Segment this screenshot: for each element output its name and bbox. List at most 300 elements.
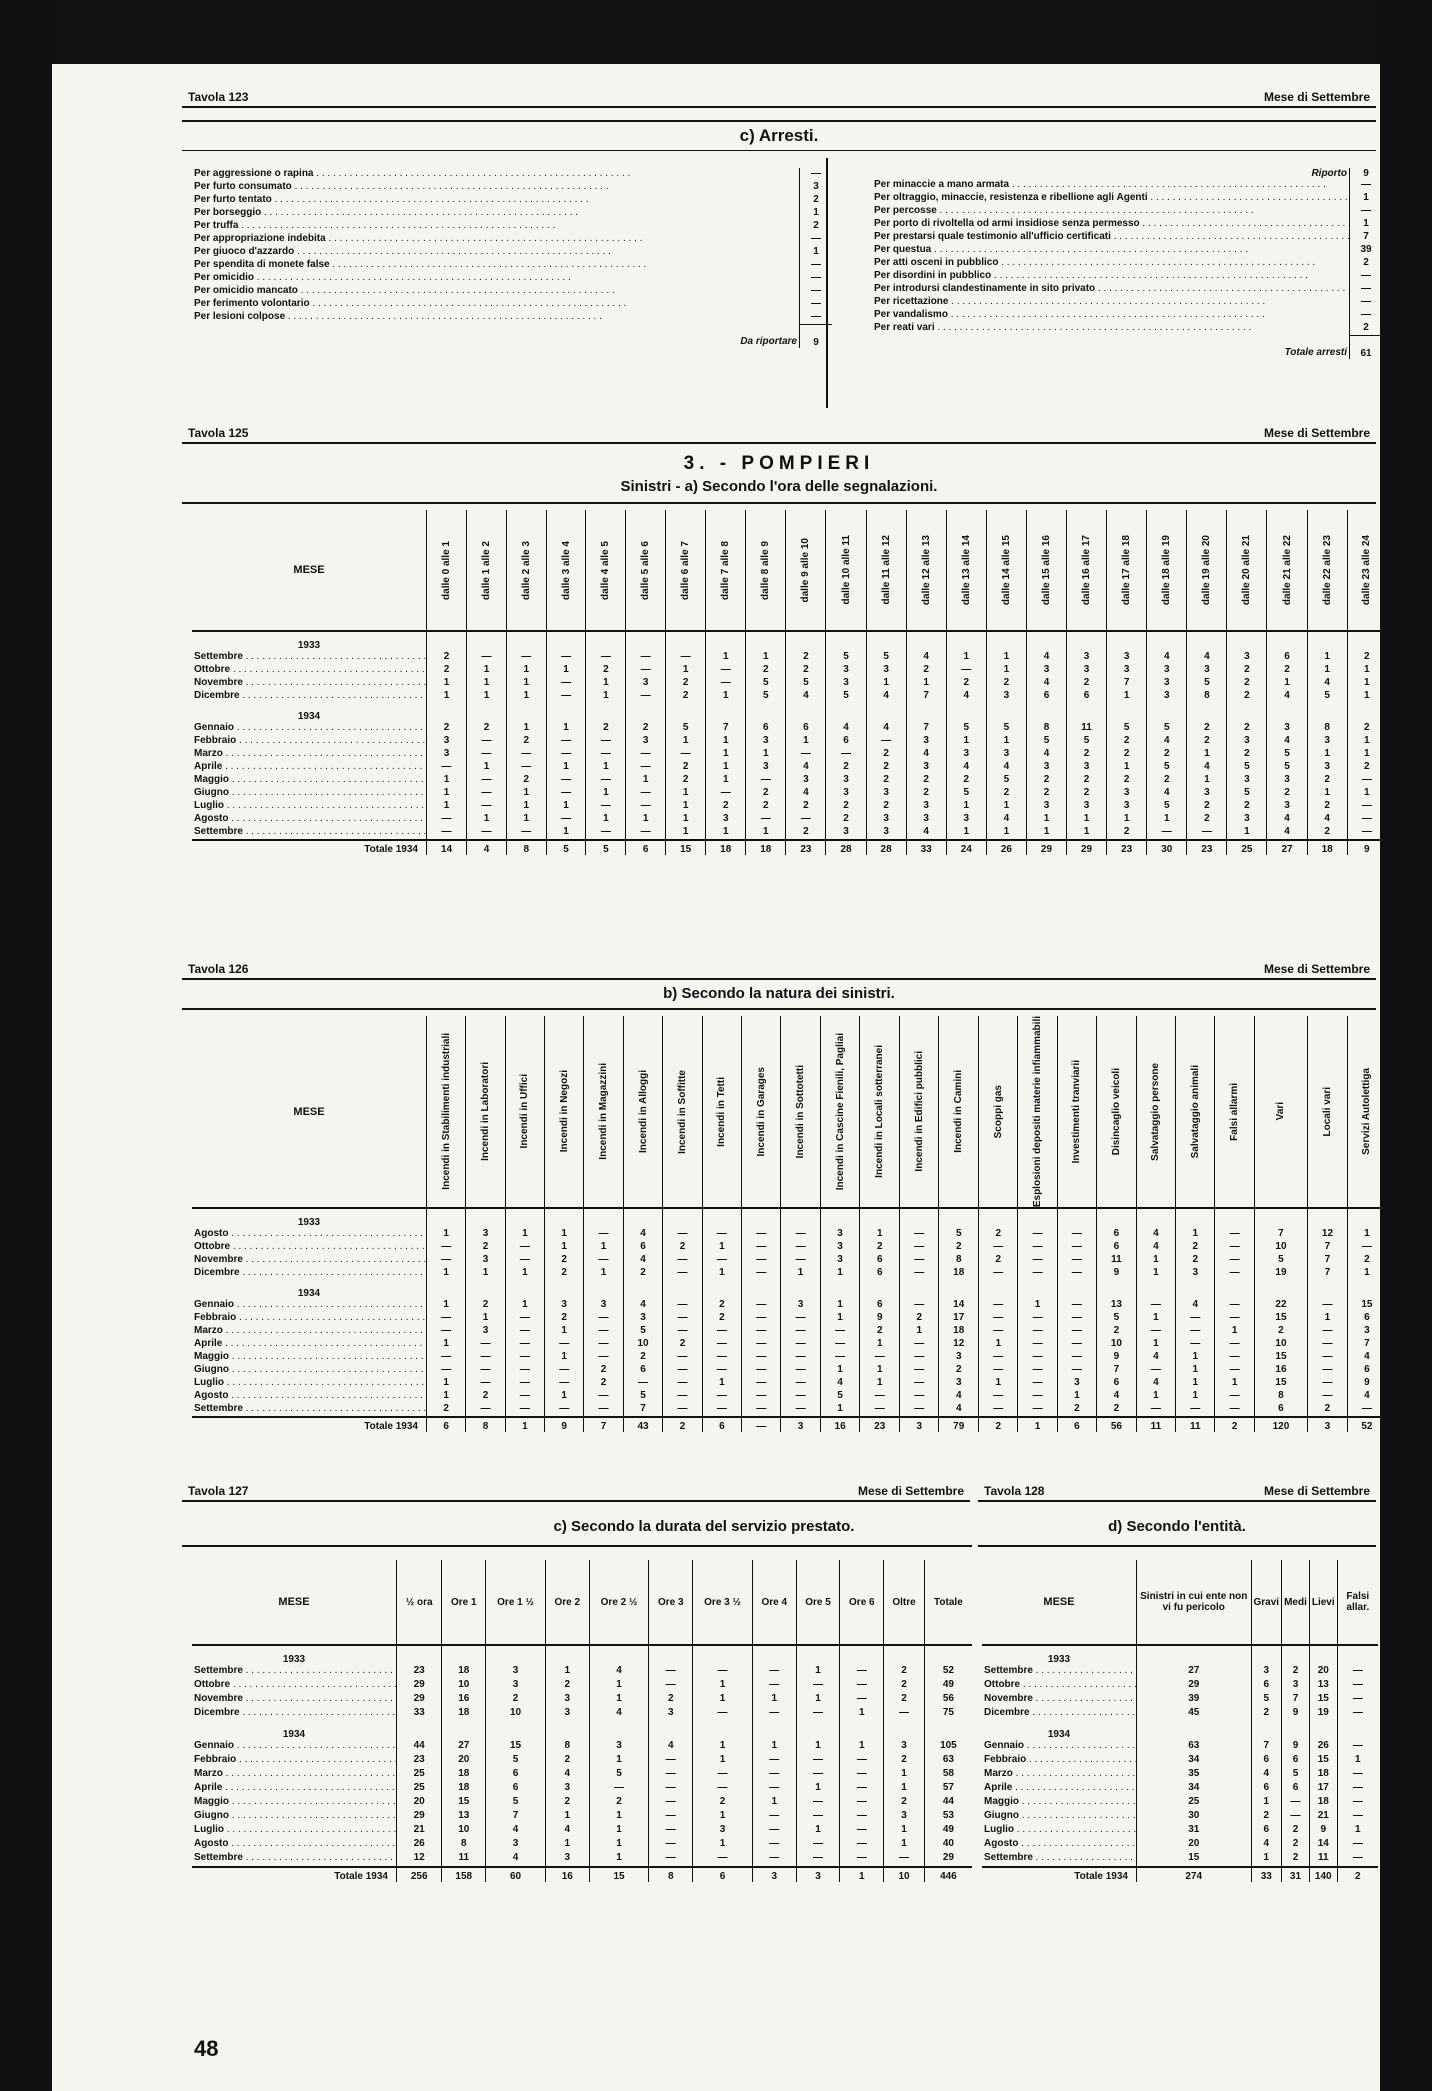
t128-mese-header: MESE — [1043, 1596, 1075, 1608]
t126-col-header-text: Incendi in Magazzini — [598, 1063, 610, 1160]
t126-month-row — [192, 1351, 1386, 1364]
t126-cell: — — [505, 1403, 544, 1417]
t126-spacer-cell — [1018, 1208, 1057, 1228]
t125-cell: 1 — [506, 800, 546, 813]
t126-col-header — [584, 1016, 623, 1208]
t125-cell: 1 — [866, 677, 906, 690]
t127-cell: 3 — [486, 1838, 546, 1852]
t127-cell: — — [796, 1810, 840, 1824]
t126-year-row — [192, 1280, 1386, 1299]
scan-top-border — [52, 0, 1390, 64]
t125-cell: — — [546, 748, 586, 761]
t128-mese: Mese di Settembre — [1263, 1484, 1370, 1498]
t126-col-header — [1018, 1016, 1057, 1208]
t125-total-cell: 25 — [1227, 840, 1267, 855]
t126-cell: — — [545, 1338, 584, 1351]
t126-cell: 15 — [1254, 1312, 1307, 1325]
t128-spacer-cell — [1282, 1645, 1310, 1665]
t125-cell: 1 — [1347, 690, 1386, 703]
t128-cell: 31 — [1137, 1824, 1252, 1838]
t126-cell: — — [1136, 1325, 1175, 1338]
t125-spacer-cell — [586, 631, 626, 651]
t127-cell: 3 — [884, 1810, 925, 1824]
t125-month: Luglio . . . — [192, 800, 427, 813]
t127-month: Gennaio . . . — [192, 1740, 397, 1754]
t125-total-cell: 8 — [506, 840, 546, 855]
t125-cell: 3 — [626, 735, 666, 748]
t128-cell: — — [1337, 1838, 1378, 1852]
t125-header-bar — [182, 424, 1376, 444]
t125-total-cell: 18 — [1307, 840, 1347, 855]
t126-cell: — — [505, 1390, 544, 1403]
t125-month-row — [192, 787, 1386, 800]
t126-cell: — — [742, 1228, 781, 1241]
t125-cell: 4 — [826, 722, 866, 735]
t127-month: Giugno . . . — [192, 1810, 397, 1824]
t125-cell: — — [546, 690, 586, 703]
t125-cell: — — [467, 651, 507, 664]
t126-col-header — [860, 1016, 900, 1208]
t125-cell: 5 — [1227, 761, 1267, 774]
t127-cell: 15 — [486, 1740, 546, 1754]
t127-cell: — — [840, 1796, 884, 1810]
t125-total-cell: 4 — [467, 840, 507, 855]
t125-cell: 4 — [1307, 813, 1347, 826]
t125-cell: — — [706, 787, 746, 800]
t125-cell: 4 — [906, 826, 946, 840]
t128-cell: 1 — [1337, 1824, 1378, 1838]
t128-cell: 20 — [1137, 1838, 1252, 1852]
t128-spacer-cell — [1137, 1721, 1252, 1740]
t123-left-label: Per truffa . . . — [192, 220, 800, 233]
t128-cell: 14 — [1309, 1838, 1337, 1852]
t127-cell: — — [752, 1754, 796, 1768]
t125-cell: 1 — [546, 664, 586, 677]
t127-cell: — — [840, 1693, 884, 1707]
t123-rule-2 — [182, 150, 1376, 151]
t126-cell: — — [702, 1364, 741, 1377]
t125-cell: 4 — [1267, 690, 1307, 703]
t126-cell: 10 — [623, 1338, 663, 1351]
t125-month: Ottobre . . . — [192, 664, 427, 677]
t126-cell: — — [1018, 1241, 1057, 1254]
t127-cell: 18 — [442, 1707, 486, 1721]
t125-cell: 2 — [666, 761, 706, 774]
t126-total-cell: 2 — [1215, 1417, 1254, 1432]
t127-total-cell: 3 — [752, 1867, 796, 1882]
t126-col-header-text: Incendi in Laboratori — [480, 1062, 492, 1162]
t125-cell: 3 — [427, 748, 467, 761]
t128-cell: — — [1337, 1665, 1378, 1679]
t125-col-header-text: dalle 12 alle 13 — [920, 534, 932, 606]
t126-col-header — [1176, 1016, 1215, 1208]
t126-spacer-cell — [939, 1208, 979, 1228]
t126-cell: — — [1176, 1403, 1215, 1417]
t126-spacer-cell — [1215, 1208, 1254, 1228]
t126-col-header — [1254, 1016, 1307, 1208]
t126-cell: — — [663, 1267, 702, 1280]
t126-cell: — — [742, 1390, 781, 1403]
t127-cell: — — [840, 1782, 884, 1796]
t126-cell: 4 — [1136, 1351, 1175, 1364]
t126-cell: — — [979, 1299, 1018, 1312]
t126-cell: 1 — [702, 1267, 741, 1280]
t128-cell: 2 — [1282, 1665, 1310, 1679]
t123-left-value: 1 — [800, 246, 833, 259]
t127-month-row — [192, 1852, 972, 1867]
t127-cell: 56 — [924, 1693, 972, 1707]
t127-month-row — [192, 1768, 972, 1782]
t125-cell: — — [786, 813, 826, 826]
t126-total-cell: 3 — [900, 1417, 939, 1432]
t125-cell: 4 — [906, 748, 946, 761]
t128-header-bar — [978, 1482, 1376, 1502]
t126-cell: 2 — [1347, 1254, 1386, 1267]
t127-spacer-cell — [486, 1645, 546, 1665]
t126-cell: 2 — [427, 1403, 466, 1417]
t127-cell: 1 — [840, 1707, 884, 1721]
t127-cell: — — [693, 1768, 753, 1782]
t127-cell: 12 — [397, 1852, 442, 1867]
t126-cell: 7 — [1097, 1364, 1137, 1377]
t125-table-wrap — [192, 510, 1386, 855]
t123-left-value: — — [800, 298, 833, 311]
t127-spacer-cell — [649, 1721, 693, 1740]
t126-cell: 2 — [623, 1267, 663, 1280]
t125-cell: — — [506, 826, 546, 840]
t126-cell: 4 — [939, 1390, 979, 1403]
t127-cell: 8 — [442, 1838, 486, 1852]
t123-left-label: Per appropriazione indebita . . . — [192, 233, 800, 246]
t126-col-header-text: Locali vari — [1321, 1086, 1333, 1137]
t125-cell: 3 — [906, 735, 946, 748]
t126-total-cell: 1 — [1018, 1417, 1057, 1432]
t126-cell: — — [505, 1325, 544, 1338]
t123-left-row — [192, 168, 832, 181]
t127-cell: — — [796, 1754, 840, 1768]
t126-cell: 15 — [1254, 1377, 1307, 1390]
t126-cell: — — [860, 1403, 900, 1417]
t125-cell: 3 — [866, 664, 906, 677]
t127-col-header — [545, 1560, 589, 1645]
t126-cell: — — [584, 1351, 623, 1364]
t125-spacer-cell — [626, 631, 666, 651]
t128-cell: — — [1337, 1782, 1378, 1796]
t126-cell: 1 — [427, 1228, 466, 1241]
t127-mese-header: MESE — [278, 1596, 310, 1608]
t126-cell: — — [900, 1364, 939, 1377]
t125-cell: 1 — [986, 826, 1026, 840]
t125-cell: 1 — [946, 651, 986, 664]
t126-cell: 9 — [1347, 1377, 1386, 1390]
t126-col-header — [939, 1016, 979, 1208]
t127-cell: — — [649, 1768, 693, 1782]
t128-cell: 3 — [1282, 1679, 1310, 1693]
t126-cell: 2 — [584, 1364, 623, 1377]
t125-cell: 2 — [706, 800, 746, 813]
t128-cell: 18 — [1309, 1768, 1337, 1782]
t126-spacer-cell — [820, 1208, 860, 1228]
t127-cell: 4 — [589, 1665, 649, 1679]
t127-cell: — — [752, 1782, 796, 1796]
t126-cell: 1 — [860, 1338, 900, 1351]
t127-cell: 4 — [589, 1707, 649, 1721]
t126-cell: — — [1215, 1338, 1254, 1351]
t126-spacer-cell — [1136, 1208, 1175, 1228]
t126-cell: — — [505, 1312, 544, 1325]
t125-cell: 5 — [946, 787, 986, 800]
t126-cell: 10 — [1097, 1338, 1137, 1351]
t126-year: 1934 — [297, 1288, 321, 1300]
t126-cell: 22 — [1254, 1299, 1307, 1312]
t125-rule — [182, 502, 1376, 504]
t127-rule — [182, 1545, 972, 1547]
t125-cell: — — [866, 735, 906, 748]
t125-col-header-text: dalle 2 alle 3 — [520, 540, 532, 600]
t126-spacer-cell — [1347, 1208, 1386, 1228]
t127-spacer-cell — [884, 1721, 925, 1740]
t123-left-value: 3 — [800, 181, 833, 194]
t125-cell: 1 — [666, 826, 706, 840]
t127-total-cell: 158 — [442, 1867, 486, 1882]
t123-left-row — [192, 298, 832, 311]
t127-month: Settembre . . . — [192, 1852, 397, 1867]
t125-cell: 2 — [1347, 651, 1386, 664]
t123-right-label: Per porto di rivoltella od armi insidiose senza permesso . . . — [872, 218, 1350, 231]
t127-cell: 57 — [924, 1782, 972, 1796]
t126-cell: — — [979, 1241, 1018, 1254]
t126-total-cell: 120 — [1254, 1417, 1307, 1432]
t128-col-header-text: Gravi — [1253, 1596, 1280, 1608]
t126-total-cell: 6 — [427, 1417, 466, 1432]
t125-cell: 3 — [1187, 787, 1227, 800]
t128-col-header — [1309, 1560, 1337, 1645]
t126-total-cell: 16 — [820, 1417, 860, 1432]
t125-cell: 1 — [626, 813, 666, 826]
t125-cell: 1 — [467, 761, 507, 774]
t123-left-label: Per omicidio . . . — [192, 272, 800, 285]
t126-col-header-text: Incendi in Edifici pubblici — [913, 1051, 925, 1172]
t125-cell: 5 — [666, 722, 706, 735]
t127-cell: 1 — [589, 1852, 649, 1867]
t125-cell: 1 — [1187, 774, 1227, 787]
t123-riporto-value: 9 — [1350, 168, 1383, 179]
t126-cell: — — [860, 1351, 900, 1364]
t126-cell: 3 — [466, 1254, 505, 1267]
t125-cell: 2 — [826, 800, 866, 813]
t125-col-header-text: dalle 11 alle 12 — [880, 535, 892, 605]
t126-total-cell: 8 — [466, 1417, 505, 1432]
t123-right-total-row — [872, 335, 1382, 359]
t125-cell: 7 — [906, 690, 946, 703]
t126-spacer-cell — [1097, 1280, 1137, 1299]
t127-cell: 1 — [796, 1782, 840, 1796]
t126-cell: — — [1057, 1228, 1096, 1241]
t125-cell: 3 — [1107, 787, 1147, 800]
t127-cell: 2 — [884, 1754, 925, 1768]
t125-total-row — [192, 840, 1386, 855]
t125-cell: — — [506, 651, 546, 664]
t125-cell: — — [626, 748, 666, 761]
t128-month-row — [982, 1852, 1378, 1867]
t125-col-header-text: dalle 14 alle 15 — [1000, 534, 1012, 606]
t126-cell: 1 — [1347, 1228, 1386, 1241]
t126-cell: — — [545, 1403, 584, 1417]
t127-col-header-text: Ore 2 — [554, 1596, 581, 1608]
t125-cell: 1 — [1347, 748, 1386, 761]
t127-cell: 5 — [486, 1754, 546, 1768]
t125-cell: — — [427, 826, 467, 840]
t128-cell: 7 — [1282, 1693, 1310, 1707]
t125-spacer-cell — [1147, 703, 1187, 722]
t128-month: Febbraio . . . — [982, 1754, 1137, 1768]
t127-cell: 21 — [397, 1824, 442, 1838]
t128-cell: 6 — [1251, 1754, 1282, 1768]
t125-cell: 5 — [826, 690, 866, 703]
t126-col-header — [505, 1016, 544, 1208]
t123-right-row — [872, 309, 1382, 322]
t126-tavola: Tavola 126 — [188, 962, 249, 976]
t127-cell: — — [796, 1768, 840, 1782]
t126-cell: — — [979, 1351, 1018, 1364]
t128-month-row — [982, 1740, 1378, 1754]
t125-total-cell: 28 — [826, 840, 866, 855]
t126-cell: 2 — [545, 1254, 584, 1267]
t125-cell: 1 — [706, 735, 746, 748]
t125-total-cell: 29 — [1026, 840, 1066, 855]
t126-month: Novembre . . . — [192, 1254, 427, 1267]
t127-month: Luglio . . . — [192, 1824, 397, 1838]
t126-month: Marzo . . . — [192, 1325, 427, 1338]
t123-left-value: — — [800, 233, 833, 246]
t123-right-label: Per oltraggio, minaccie, resistenza e ribellione agli Agenti . . . — [872, 192, 1350, 205]
t127-cell: 1 — [693, 1838, 753, 1852]
t127-spacer-cell — [693, 1645, 753, 1665]
t123-right-label: Per reati vari . . . — [872, 322, 1350, 335]
t126-spacer-cell — [663, 1280, 702, 1299]
t128-cell: 45 — [1137, 1707, 1252, 1721]
t126-cell: — — [1057, 1351, 1096, 1364]
t125-col-header-text: dalle 5 alle 6 — [640, 540, 652, 600]
t125-total-cell: 6 — [626, 840, 666, 855]
t126-total-cell: 1 — [505, 1417, 544, 1432]
t125-cell: — — [427, 813, 467, 826]
t125-col-header-text: dalle 17 alle 18 — [1121, 534, 1133, 606]
t126-cell: 3 — [623, 1312, 663, 1325]
t126-cell: 4 — [623, 1299, 663, 1312]
t125-cell: 1 — [906, 677, 946, 690]
t125-cell: 1 — [586, 677, 626, 690]
t125-cell: 1 — [1026, 826, 1066, 840]
t127-year: 1934 — [282, 1729, 306, 1740]
t125-cell: 3 — [1026, 800, 1066, 813]
t127-cell: 1 — [693, 1679, 753, 1693]
t123-left-list — [192, 168, 832, 348]
t126-spacer-cell — [900, 1280, 939, 1299]
t125-cell: — — [1147, 826, 1187, 840]
t125-cell: 2 — [1227, 800, 1267, 813]
t125-col-header — [946, 510, 986, 631]
t125-cell: 2 — [786, 651, 826, 664]
t126-cell: 5 — [939, 1228, 979, 1241]
t126-cell: — — [781, 1390, 820, 1403]
t123-right-value: — — [1350, 283, 1383, 296]
t125-cell: 2 — [427, 722, 467, 735]
t123-right-label: Per atti osceni in pubblico . . . — [872, 257, 1350, 270]
t127-cell: — — [840, 1838, 884, 1852]
t125-cell: 3 — [866, 813, 906, 826]
t126-month: Agosto . . . — [192, 1228, 427, 1241]
t127-cell: 11 — [442, 1852, 486, 1867]
t126-col-header — [427, 1016, 466, 1208]
t126-cell: 7 — [623, 1403, 663, 1417]
t125-cell: 6 — [786, 722, 826, 735]
t126-cell: 1 — [584, 1241, 623, 1254]
t126-cell: 15 — [1347, 1299, 1386, 1312]
t126-spacer-cell — [1057, 1208, 1096, 1228]
t128-month: Marzo . . . — [982, 1768, 1137, 1782]
t126-cell: 1 — [427, 1377, 466, 1390]
t125-cell: 3 — [786, 774, 826, 787]
t126-cell: 18 — [939, 1325, 979, 1338]
t128-cell: — — [1337, 1810, 1378, 1824]
t126-cell: 4 — [1136, 1228, 1175, 1241]
t123-right-row — [872, 192, 1382, 205]
t123-left-value: — — [800, 259, 833, 272]
t123-tavola: Tavola 123 — [188, 90, 249, 104]
t125-col-header-text: dalle 1 alle 2 — [480, 540, 492, 600]
t125-cell: 1 — [427, 774, 467, 787]
t126-cell: 2 — [900, 1312, 939, 1325]
t125-cell: 2 — [1187, 722, 1227, 735]
t128-cell: 25 — [1137, 1796, 1252, 1810]
t127-col-header-text: Ore 3 ½ — [704, 1596, 741, 1608]
t126-cell: — — [860, 1390, 900, 1403]
t125-total-cell: 23 — [1107, 840, 1147, 855]
t123-mese: Mese di Settembre — [1263, 90, 1370, 104]
t125-cell: 1 — [1187, 748, 1227, 761]
t126-cell: — — [1215, 1241, 1254, 1254]
t127-cell: 16 — [442, 1693, 486, 1707]
t125-col-header — [666, 510, 706, 631]
t126-header-row — [192, 1016, 1386, 1208]
t126-cell: — — [742, 1241, 781, 1254]
t125-total-cell: 30 — [1147, 840, 1187, 855]
t125-cell: 1 — [946, 800, 986, 813]
t126-cell: 3 — [1057, 1377, 1096, 1390]
t126-cell: 3 — [466, 1228, 505, 1241]
t126-col-header — [545, 1016, 584, 1208]
t125-cell: 4 — [1147, 735, 1187, 748]
t127-cell: 1 — [796, 1740, 840, 1754]
t125-cell: 2 — [1067, 774, 1107, 787]
t125-cell: 2 — [826, 761, 866, 774]
t127-cell: — — [693, 1852, 753, 1867]
t126-cell: 2 — [584, 1377, 623, 1390]
t126-cell: — — [1018, 1338, 1057, 1351]
t127-cell: 4 — [545, 1768, 589, 1782]
t125-cell: 2 — [1147, 748, 1187, 761]
t126-cell: 1 — [1176, 1377, 1215, 1390]
t125-cell: 1 — [1107, 761, 1147, 774]
t125-cell: — — [546, 677, 586, 690]
t123-right-value: — — [1350, 296, 1383, 309]
t126-cell: — — [505, 1338, 544, 1351]
t126-cell: — — [900, 1377, 939, 1390]
t128-cell: 2 — [1251, 1810, 1282, 1824]
t127-cell: 1 — [796, 1824, 840, 1838]
t126-total-cell: 79 — [939, 1417, 979, 1432]
